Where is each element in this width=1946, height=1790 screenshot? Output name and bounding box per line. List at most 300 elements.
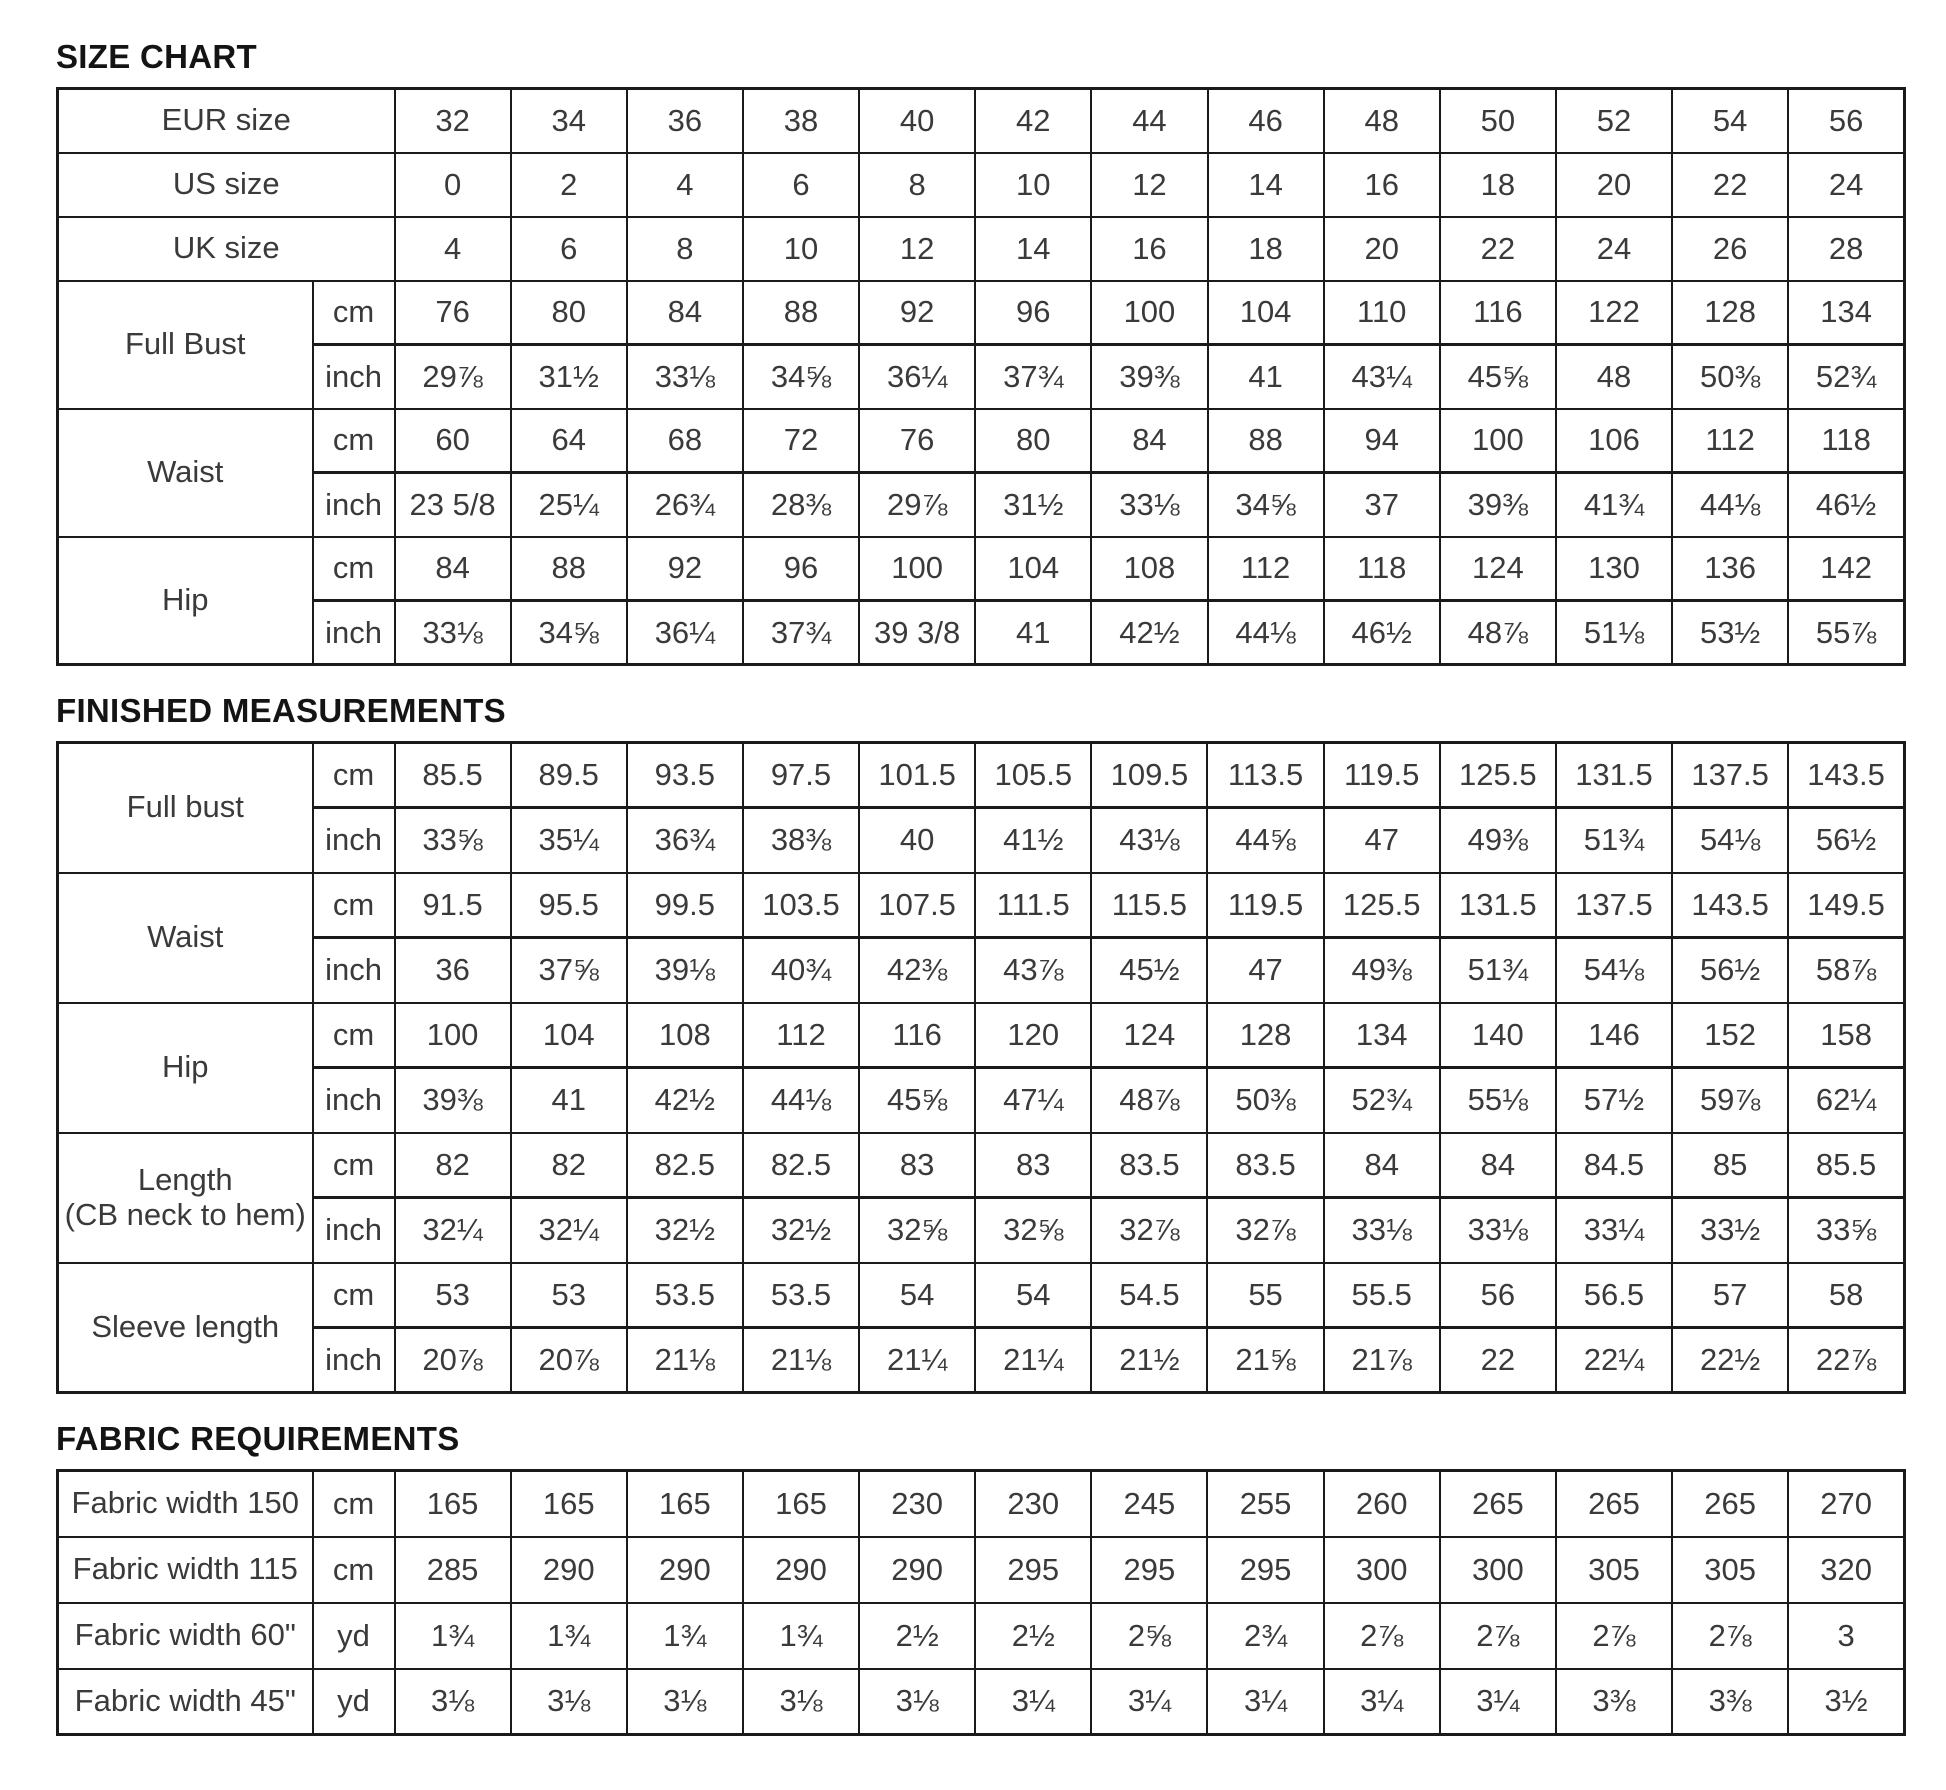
measurement-value-cell: 108: [627, 1003, 743, 1068]
row-label: Fabric width 115: [58, 1537, 313, 1603]
measurement-value-cell: 41: [975, 601, 1091, 665]
measurement-value-cell: 124: [1440, 537, 1556, 601]
measurement-value-cell: 53½: [1672, 601, 1788, 665]
measure-row-cm: [58, 743, 1905, 808]
measurement-value-cell: 54: [859, 1263, 975, 1328]
size-value-cell: 10: [975, 153, 1091, 217]
measurement-value-cell: 88: [1208, 409, 1324, 473]
unit-label: inch: [313, 938, 395, 1003]
unit-label: cm: [313, 1263, 395, 1328]
fabric-value-cell: 270: [1788, 1471, 1904, 1537]
size-value-cell: 50: [1440, 89, 1556, 153]
size-row: [58, 153, 1905, 217]
measurement-value-cell: 85.5: [1788, 1133, 1904, 1198]
fabric-value-cell: 2⅞: [1556, 1603, 1672, 1669]
measurement-value-cell: 33⅛: [1091, 473, 1207, 537]
fabric-value-cell: 320: [1788, 1537, 1904, 1603]
measurement-value-cell: 32½: [743, 1198, 859, 1263]
measurement-value-cell: 91.5: [395, 873, 511, 938]
measurement-value-cell: 56½: [1788, 808, 1904, 873]
measurement-value-cell: 108: [1091, 537, 1207, 601]
measurement-value-cell: 83: [975, 1133, 1091, 1198]
measurement-value-cell: 62¼: [1788, 1068, 1904, 1133]
measurement-value-cell: 82.5: [627, 1133, 743, 1198]
measurement-value-cell: 21½: [1091, 1328, 1207, 1393]
fabric-value-cell: 255: [1207, 1471, 1323, 1537]
fabric-value-cell: 3: [1788, 1603, 1904, 1669]
unit-label: inch: [313, 1068, 395, 1133]
fabric-value-cell: 165: [511, 1471, 627, 1537]
measurement-value-cell: 100: [395, 1003, 511, 1068]
measurement-value-cell: 39⅜: [395, 1068, 511, 1133]
measurement-value-cell: 76: [395, 281, 511, 345]
size-value-cell: 18: [1208, 217, 1324, 281]
measurement-value-cell: 56½: [1672, 938, 1788, 1003]
measurement-value-cell: 105.5: [975, 743, 1091, 808]
measurement-value-cell: 101.5: [859, 743, 975, 808]
measure-row-cm: [58, 281, 1905, 345]
unit-label: cm: [313, 743, 395, 808]
measurement-value-cell: 56.5: [1556, 1263, 1672, 1328]
measurement-value-cell: 99.5: [627, 873, 743, 938]
measurement-value-cell: 37¾: [975, 345, 1091, 409]
measurement-value-cell: 28⅜: [743, 473, 859, 537]
measurement-value-cell: 39⅜: [1440, 473, 1556, 537]
measurement-value-cell: 32½: [627, 1198, 743, 1263]
fabric-value-cell: 265: [1556, 1471, 1672, 1537]
measurement-value-cell: 31½: [511, 345, 627, 409]
size-value-cell: 10: [743, 217, 859, 281]
measurement-value-cell: 120: [975, 1003, 1091, 1068]
measurement-value-cell: 33⅝: [1788, 1198, 1904, 1263]
measurement-value-cell: 116: [1440, 281, 1556, 345]
measurement-value-cell: 49⅜: [1440, 808, 1556, 873]
measurement-value-cell: 111.5: [975, 873, 1091, 938]
row-label-line1: Waist: [147, 454, 224, 490]
measurement-value-cell: 35¼: [511, 808, 627, 873]
measurement-value-cell: 33⅛: [395, 601, 511, 665]
row-label: US size: [58, 153, 395, 217]
size-value-cell: 54: [1672, 89, 1788, 153]
measurement-value-cell: 56: [1440, 1263, 1556, 1328]
measurement-value-cell: 131.5: [1556, 743, 1672, 808]
measurement-value-cell: 113.5: [1207, 743, 1323, 808]
measurement-value-cell: 128: [1207, 1003, 1323, 1068]
measurement-value-cell: 80: [975, 409, 1091, 473]
fabric-value-cell: 165: [627, 1471, 743, 1537]
measurement-value-cell: 45⅝: [1440, 345, 1556, 409]
unit-label: inch: [313, 473, 395, 537]
measurement-value-cell: 84: [1440, 1133, 1556, 1198]
unit-label: cm: [313, 1133, 395, 1198]
measurement-value-cell: 83.5: [1091, 1133, 1207, 1198]
measurement-value-cell: 39⅜: [1091, 345, 1207, 409]
measurement-value-cell: 21¼: [975, 1328, 1091, 1393]
measurement-value-cell: 94: [1324, 409, 1440, 473]
measurement-value-cell: 38⅜: [743, 808, 859, 873]
unit-label: cm: [313, 537, 395, 601]
measurement-value-cell: 45½: [1091, 938, 1207, 1003]
measurement-value-cell: 31½: [975, 473, 1091, 537]
measurement-value-cell: 106: [1556, 409, 1672, 473]
measurement-value-cell: 84: [395, 537, 511, 601]
measurement-value-cell: 32¼: [511, 1198, 627, 1263]
fabric-value-cell: 1¾: [627, 1603, 743, 1669]
measurement-value-cell: 34⅝: [1208, 473, 1324, 537]
measurement-value-cell: 36: [395, 938, 511, 1003]
measurement-value-cell: 96: [975, 281, 1091, 345]
measurement-value-cell: 37⅝: [511, 938, 627, 1003]
measurement-value-cell: 42½: [627, 1068, 743, 1133]
measurement-value-cell: 37¾: [743, 601, 859, 665]
measurement-value-cell: 53.5: [627, 1263, 743, 1328]
measurement-value-cell: 47¼: [975, 1068, 1091, 1133]
measurement-value-cell: 158: [1788, 1003, 1904, 1068]
finished-measurements-table: [56, 741, 1906, 1394]
size-value-cell: 22: [1672, 153, 1788, 217]
size-chart-title: SIZE CHART: [56, 38, 257, 75]
measurement-value-cell: 122: [1556, 281, 1672, 345]
measurement-value-cell: 85: [1672, 1133, 1788, 1198]
fabric-value-cell: 285: [395, 1537, 511, 1603]
measurement-value-cell: 39 3/8: [859, 601, 975, 665]
fabric-value-cell: 230: [975, 1471, 1091, 1537]
measurement-value-cell: 89.5: [511, 743, 627, 808]
row-label: Fabric width 45": [58, 1669, 313, 1735]
measurement-value-cell: 51¾: [1556, 808, 1672, 873]
measurement-value-cell: 37: [1324, 473, 1440, 537]
measurement-value-cell: 21¼: [859, 1328, 975, 1393]
measurement-value-cell: 93.5: [627, 743, 743, 808]
measurement-value-cell: 48: [1556, 345, 1672, 409]
measurement-value-cell: 100: [1440, 409, 1556, 473]
measurement-value-cell: 51⅛: [1556, 601, 1672, 665]
size-value-cell: 42: [975, 89, 1091, 153]
measurement-value-cell: 54⅛: [1672, 808, 1788, 873]
size-value-cell: 18: [1440, 153, 1556, 217]
size-value-cell: 14: [1208, 153, 1324, 217]
fabric-value-cell: 295: [1091, 1537, 1207, 1603]
size-value-cell: 20: [1324, 217, 1440, 281]
fabric-value-cell: 290: [743, 1537, 859, 1603]
unit-label: cm: [313, 873, 395, 938]
measurement-value-cell: 48⅞: [1440, 601, 1556, 665]
size-value-cell: 48: [1324, 89, 1440, 153]
fabric-value-cell: 2⅝: [1091, 1603, 1207, 1669]
fabric-value-cell: 165: [743, 1471, 859, 1537]
fabric-value-cell: 2½: [859, 1603, 975, 1669]
fabric-value-cell: 300: [1440, 1537, 1556, 1603]
measurement-value-cell: 72: [743, 409, 859, 473]
measurement-value-cell: 118: [1324, 537, 1440, 601]
measurement-value-cell: 60: [395, 409, 511, 473]
size-value-cell: 16: [1324, 153, 1440, 217]
measurement-value-cell: 80: [511, 281, 627, 345]
row-label: [58, 281, 313, 409]
measurement-value-cell: 88: [743, 281, 859, 345]
measurement-value-cell: 54: [975, 1263, 1091, 1328]
measurement-value-cell: 136: [1672, 537, 1788, 601]
measurement-value-cell: 112: [1672, 409, 1788, 473]
fabric-value-cell: 3⅛: [859, 1669, 975, 1735]
measurement-value-cell: 142: [1788, 537, 1904, 601]
unit-label: cm: [313, 281, 395, 345]
measurement-value-cell: 46½: [1324, 601, 1440, 665]
measurement-value-cell: 55: [1207, 1263, 1323, 1328]
measurement-value-cell: 95.5: [511, 873, 627, 938]
fabric-value-cell: 245: [1091, 1471, 1207, 1537]
size-value-cell: 8: [627, 217, 743, 281]
measurement-value-cell: 36¼: [859, 345, 975, 409]
measurement-value-cell: 152: [1672, 1003, 1788, 1068]
measurement-value-cell: 25¼: [511, 473, 627, 537]
measurement-value-cell: 49⅜: [1324, 938, 1440, 1003]
measurement-value-cell: 22⅞: [1788, 1328, 1904, 1393]
fabric-value-cell: 3½: [1788, 1669, 1904, 1735]
row-label: [58, 743, 313, 873]
fabric-row: [58, 1471, 1905, 1537]
measurement-value-cell: 50⅜: [1672, 345, 1788, 409]
measurement-value-cell: 55.5: [1324, 1263, 1440, 1328]
size-chart-table: [56, 87, 1906, 666]
measurement-value-cell: 125.5: [1440, 743, 1556, 808]
measurement-value-cell: 53: [395, 1263, 511, 1328]
unit-label: yd: [313, 1603, 395, 1669]
measurement-value-cell: 21⅞: [1324, 1328, 1440, 1393]
size-value-cell: 32: [395, 89, 511, 153]
measurement-value-cell: 92: [627, 537, 743, 601]
measurement-value-cell: 33⅝: [395, 808, 511, 873]
fabric-value-cell: 290: [511, 1537, 627, 1603]
size-value-cell: 24: [1788, 153, 1904, 217]
measurement-value-cell: 116: [859, 1003, 975, 1068]
fabric-value-cell: 165: [395, 1471, 511, 1537]
measurement-value-cell: 41½: [975, 808, 1091, 873]
size-value-cell: 16: [1091, 217, 1207, 281]
measure-row-inch: [58, 1068, 1905, 1133]
measurement-value-cell: 143.5: [1788, 743, 1904, 808]
size-value-cell: 40: [859, 89, 975, 153]
fabric-value-cell: 1¾: [395, 1603, 511, 1669]
row-label: [58, 409, 313, 537]
measurement-value-cell: 149.5: [1788, 873, 1904, 938]
fabric-value-cell: 295: [975, 1537, 1091, 1603]
measurement-value-cell: 44⅛: [743, 1068, 859, 1133]
fabric-value-cell: 3¼: [975, 1669, 1091, 1735]
measurement-value-cell: 84: [627, 281, 743, 345]
measurement-value-cell: 119.5: [1324, 743, 1440, 808]
measurement-value-cell: 128: [1672, 281, 1788, 345]
fabric-value-cell: 2½: [975, 1603, 1091, 1669]
measurement-value-cell: 100: [859, 537, 975, 601]
measurement-value-cell: 88: [511, 537, 627, 601]
size-value-cell: 24: [1556, 217, 1672, 281]
measure-row-cm: [58, 1263, 1905, 1328]
fabric-value-cell: 3⅛: [395, 1669, 511, 1735]
fabric-row: [58, 1603, 1905, 1669]
size-value-cell: 2: [511, 153, 627, 217]
measurement-value-cell: 64: [511, 409, 627, 473]
size-value-cell: 44: [1091, 89, 1207, 153]
fabric-value-cell: 3⅜: [1672, 1669, 1788, 1735]
measurement-value-cell: 83: [859, 1133, 975, 1198]
size-value-cell: 0: [395, 153, 511, 217]
measurement-value-cell: 82: [511, 1133, 627, 1198]
size-value-cell: 38: [743, 89, 859, 153]
measurement-value-cell: 68: [627, 409, 743, 473]
row-label-line1: Sleeve length: [91, 1308, 280, 1344]
size-value-cell: 12: [1091, 153, 1207, 217]
measurement-value-cell: 134: [1324, 1003, 1440, 1068]
measurement-value-cell: 84: [1091, 409, 1207, 473]
fabric-value-cell: 3¼: [1091, 1669, 1207, 1735]
measurement-value-cell: 82: [395, 1133, 511, 1198]
size-row: [58, 89, 1905, 153]
fabric-value-cell: 265: [1672, 1471, 1788, 1537]
size-value-cell: 4: [627, 153, 743, 217]
measurement-value-cell: 26¾: [627, 473, 743, 537]
measure-row-inch: [58, 1328, 1905, 1393]
measurement-value-cell: 92: [859, 281, 975, 345]
measurement-value-cell: 29⅞: [859, 473, 975, 537]
size-value-cell: 22: [1440, 217, 1556, 281]
measurement-value-cell: 32¼: [395, 1198, 511, 1263]
row-label: Fabric width 60": [58, 1603, 313, 1669]
measurement-value-cell: 48⅞: [1091, 1068, 1207, 1133]
measurement-value-cell: 52¾: [1324, 1068, 1440, 1133]
measure-row-cm: [58, 1003, 1905, 1068]
fabric-row: [58, 1537, 1905, 1603]
fabric-value-cell: 3⅜: [1556, 1669, 1672, 1735]
measurement-value-cell: 34⅝: [511, 601, 627, 665]
measurement-value-cell: 110: [1324, 281, 1440, 345]
finished-measurements-body: [58, 743, 1905, 1393]
measurement-value-cell: 34⅝: [743, 345, 859, 409]
size-value-cell: 4: [395, 217, 511, 281]
measurement-value-cell: 137.5: [1672, 743, 1788, 808]
size-value-cell: 28: [1788, 217, 1904, 281]
measure-row-inch: [58, 601, 1905, 665]
size-value-cell: 34: [511, 89, 627, 153]
unit-label: inch: [313, 1328, 395, 1393]
measurement-value-cell: 54⅛: [1556, 938, 1672, 1003]
fabric-value-cell: 2⅞: [1672, 1603, 1788, 1669]
measurement-value-cell: 104: [511, 1003, 627, 1068]
measurement-value-cell: 104: [975, 537, 1091, 601]
measurement-value-cell: 58⅞: [1788, 938, 1904, 1003]
measurement-value-cell: 112: [743, 1003, 859, 1068]
measurement-value-cell: 41: [511, 1068, 627, 1133]
measurement-value-cell: 46½: [1788, 473, 1904, 537]
fabric-value-cell: 3¼: [1440, 1669, 1556, 1735]
fabric-requirements-title: FABRIC REQUIREMENTS: [56, 1420, 460, 1457]
fabric-value-cell: 305: [1556, 1537, 1672, 1603]
fabric-value-cell: 295: [1207, 1537, 1323, 1603]
row-label-line1: Hip: [161, 1049, 209, 1085]
measurement-value-cell: 32⅝: [975, 1198, 1091, 1263]
fabric-value-cell: 265: [1440, 1471, 1556, 1537]
size-value-cell: 14: [975, 217, 1091, 281]
size-value-cell: 8: [859, 153, 975, 217]
measurement-value-cell: 54.5: [1091, 1263, 1207, 1328]
measurement-value-cell: 39⅛: [627, 938, 743, 1003]
measure-row-cm: [58, 537, 1905, 601]
finished-measurements-title: FINISHED MEASUREMENTS: [56, 692, 506, 729]
row-label: EUR size: [58, 89, 395, 153]
row-label-line1: Waist: [147, 919, 224, 955]
measurement-value-cell: 115.5: [1091, 873, 1207, 938]
measurement-value-cell: 100: [1091, 281, 1207, 345]
measurement-value-cell: 40¾: [743, 938, 859, 1003]
measurement-value-cell: 137.5: [1556, 873, 1672, 938]
row-label-line1: Full bust: [126, 789, 244, 825]
size-value-cell: 52: [1556, 89, 1672, 153]
measurement-value-cell: 109.5: [1091, 743, 1207, 808]
measurement-value-cell: 51¾: [1440, 938, 1556, 1003]
fabric-value-cell: 3⅛: [743, 1669, 859, 1735]
measurement-value-cell: 112: [1208, 537, 1324, 601]
row-label: [58, 873, 313, 1003]
measurement-value-cell: 119.5: [1207, 873, 1323, 938]
measurement-value-cell: 85.5: [395, 743, 511, 808]
measurement-value-cell: 32⅞: [1091, 1198, 1207, 1263]
measurement-value-cell: 76: [859, 409, 975, 473]
measurement-value-cell: 20⅞: [395, 1328, 511, 1393]
measurement-value-cell: 29⅞: [395, 345, 511, 409]
fabric-value-cell: 3¼: [1207, 1669, 1323, 1735]
fabric-value-cell: 230: [859, 1471, 975, 1537]
unit-label: cm: [313, 409, 395, 473]
measure-row-cm: [58, 1133, 1905, 1198]
measurement-value-cell: 82.5: [743, 1133, 859, 1198]
measurement-value-cell: 22½: [1672, 1328, 1788, 1393]
unit-label: yd: [313, 1669, 395, 1735]
measurement-value-cell: 43⅛: [1091, 808, 1207, 873]
measurement-value-cell: 22¼: [1556, 1328, 1672, 1393]
row-label-line1: Hip: [161, 581, 209, 617]
measurement-value-cell: 118: [1788, 409, 1904, 473]
fabric-value-cell: 3¼: [1324, 1669, 1440, 1735]
measure-row-cm: [58, 873, 1905, 938]
size-row: [58, 217, 1905, 281]
fabric-row: [58, 1669, 1905, 1735]
measurement-value-cell: 33⅛: [1324, 1198, 1440, 1263]
measurement-value-cell: 84.5: [1556, 1133, 1672, 1198]
row-label: [58, 1133, 313, 1263]
size-value-cell: 56: [1788, 89, 1904, 153]
row-label-line2: (CB neck to hem): [64, 1196, 306, 1232]
fabric-value-cell: 1¾: [743, 1603, 859, 1669]
measurement-value-cell: 33¼: [1556, 1198, 1672, 1263]
measurement-value-cell: 22: [1440, 1328, 1556, 1393]
fabric-value-cell: 2⅞: [1440, 1603, 1556, 1669]
measurement-value-cell: 57½: [1556, 1068, 1672, 1133]
measure-row-inch: [58, 345, 1905, 409]
measurement-value-cell: 21⅝: [1207, 1328, 1323, 1393]
fabric-requirements-body: [58, 1471, 1905, 1735]
measure-row-inch: [58, 1198, 1905, 1263]
unit-label: inch: [313, 1198, 395, 1263]
size-value-cell: 36: [627, 89, 743, 153]
size-value-cell: 6: [511, 217, 627, 281]
measurement-value-cell: 131.5: [1440, 873, 1556, 938]
measurement-value-cell: 43¼: [1324, 345, 1440, 409]
measurement-value-cell: 44⅛: [1672, 473, 1788, 537]
size-value-cell: 46: [1208, 89, 1324, 153]
fabric-value-cell: 290: [859, 1537, 975, 1603]
measurement-value-cell: 55⅞: [1788, 601, 1904, 665]
measurement-value-cell: 23 5/8: [395, 473, 511, 537]
